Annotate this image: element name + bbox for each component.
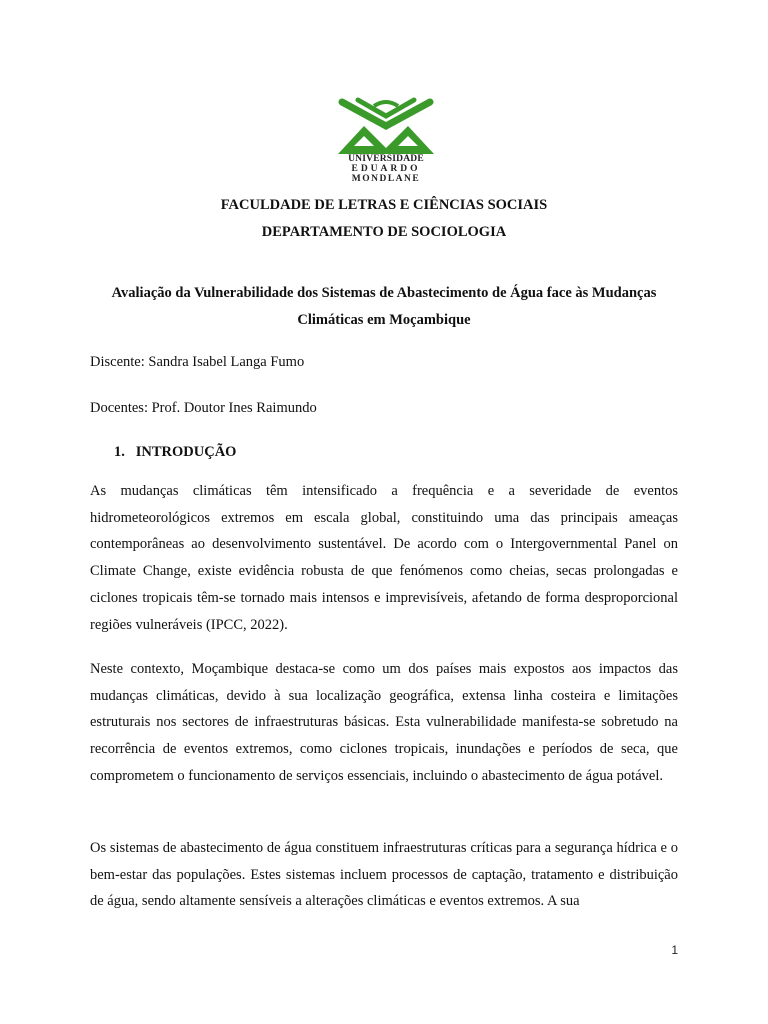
faculty-name: FACULDADE DE LETRAS E CIÊNCIAS SOCIAIS xyxy=(220,197,548,213)
title-line-2: Climáticas em Moçambique xyxy=(297,312,471,328)
paragraph-2: Neste contexto, Moçambique destaca-se como um dos países mais expostos aos impactos das mudanças climáticas, devido à sua localização geográfica, extensa linha costeira e limitações estruturais nos sectores de infraestruturas básicas. Esta vulnerabilidade manifesta-se sobretudo na recorrência de eventos extremos, como ciclones tropicais, inundações e períodos de seca, que comprometem o funcionamento de serviços essenciais, incluindo o abastecimento de água potável. xyxy=(90,661,678,784)
title-line-1: Avaliação da Vulnerabilidade dos Sistemas de Abastecimento de Água face às Mudanças xyxy=(111,285,657,301)
university-line1: UNIVERSIDADE xyxy=(348,154,424,164)
department-name: DEPARTAMENTO DE SOCIOLOGIA xyxy=(261,224,507,240)
teachers-line: Docentes: Prof. Doutor Ines Raimundo xyxy=(90,400,317,416)
document-title xyxy=(90,280,678,334)
university-line2: EDUARDO xyxy=(351,164,421,174)
section-heading: 1. INTRODUÇÃO xyxy=(114,444,237,460)
page-number: 1 xyxy=(671,943,678,957)
university-name xyxy=(334,154,438,184)
paragraph-1: As mudanças climáticas têm intensificado a frequência e a severidade de eventos hidrometeorológicos extremos em escala global, constituindo uma das principais ameaças contemporâneas ao desenvolvimento sustentável. De acordo com o Intergovernmental Panel on Climate Change, existe evidência robusta de que fenómenos como cheias, secas prolongadas e ciclones tropicais têm-se tornado mais intensos e imprevisíveis, afetando de forma desproporcional regiões vulneráveis (IPCC, 2022). xyxy=(90,483,678,633)
logo-emblem-icon xyxy=(334,96,438,156)
paragraph-3: Os sistemas de abastecimento de água constituem infraestruturas críticas para a segurança hídrica e o bem-estar das populações. Estes sistemas incluem processos de captação, tratamento e distribuição de água, sendo altamente sensíveis a alterações climáticas e eventos extremos. A sua xyxy=(90,840,678,910)
student-line: Discente: Sandra Isabel Langa Fumo xyxy=(90,354,305,370)
university-line3: MONDLANE xyxy=(351,174,421,184)
